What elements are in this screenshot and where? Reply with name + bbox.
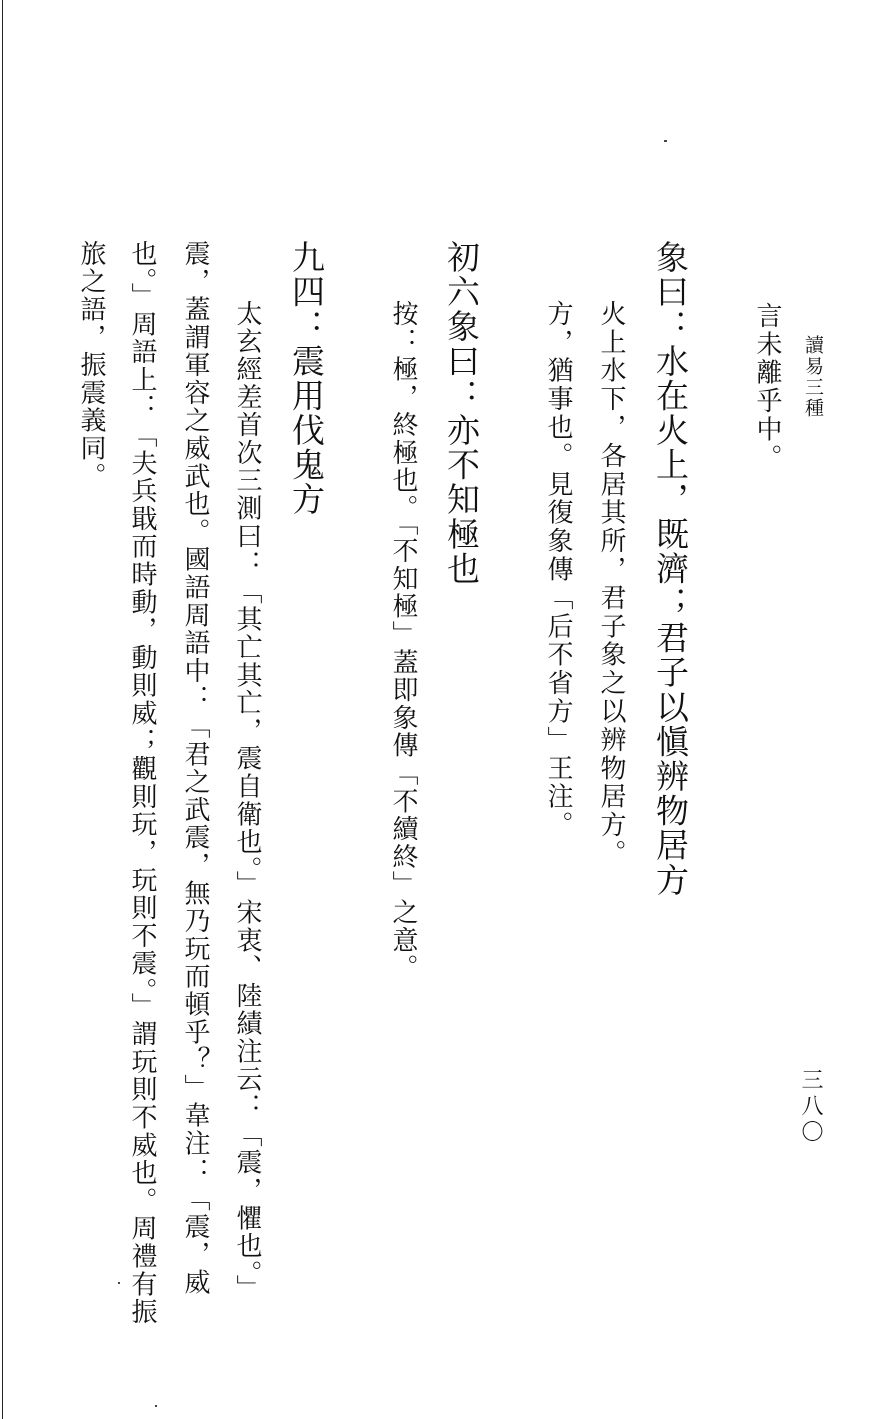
running-title: 讀易三種 — [802, 335, 824, 419]
text-column-11: 旅之語，振震義同。 — [76, 240, 106, 491]
scan-speck — [664, 140, 667, 142]
page-number: 三八〇 — [798, 1068, 823, 1146]
page-edge-line — [2, 0, 3, 1419]
scan-speck — [155, 1405, 157, 1407]
text-column-1: 言未離乎中。 — [752, 302, 782, 473]
section-heading-xiang: 象曰：水在火上，既濟；君子以愼辨物居方 — [651, 240, 690, 898]
text-column-8: 太玄經差首次三測曰：「其亡其亡，震自衛也。」宋衷、陸績注云：「震，懼也。」 — [232, 300, 262, 1303]
section-heading-jiusi: 九四：震用伐鬼方 — [287, 240, 326, 517]
text-column-9: 震，蓋謂軍容之威武也。國語周語中：「君之武震，無乃玩而頓乎？」韋注：「震，威 — [180, 240, 210, 1297]
text-column-6: 按：極，終極也。「不知極」蓋即象傳「不續終」之意。 — [388, 300, 418, 982]
text-column-4: 方，猶事也。見復象傳「后不省方」王注。 — [543, 300, 573, 840]
text-column-10: 也。」周語上：「夫兵戢而時動，動則威；觀則玩，玩則不震。」謂玩則不威也。周禮有振 — [127, 240, 157, 1326]
text-column-3: 火上水下，各居其所，君子象之以辨物居方。 — [596, 300, 626, 868]
section-heading-chuliu: 初六象曰：亦不知極也 — [442, 240, 481, 586]
scan-speck — [118, 1282, 120, 1284]
